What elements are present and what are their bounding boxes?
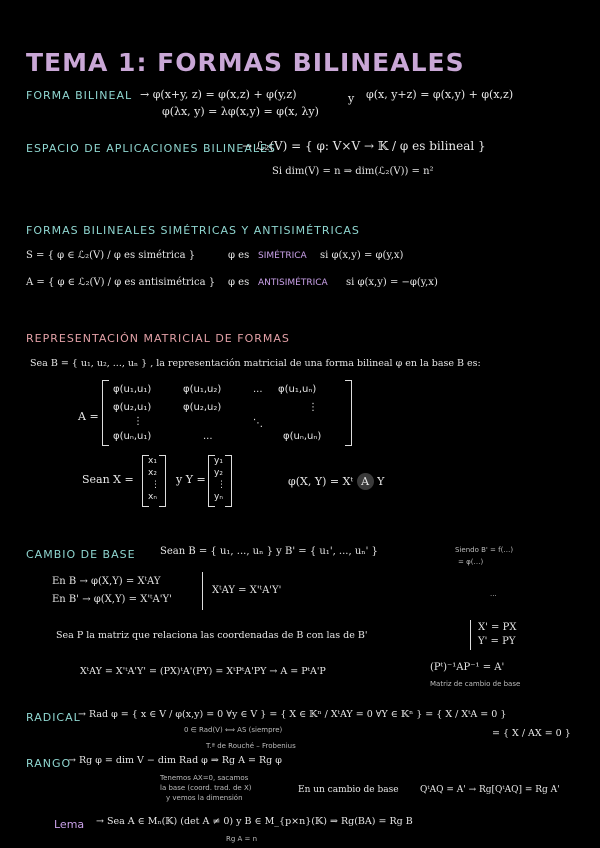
- matrix-cell: ⋮: [133, 416, 143, 427]
- vector-entry: ⋮: [151, 480, 160, 490]
- rank-note-3: y vemos la dimensión: [166, 794, 243, 802]
- radical-definition-2: = { X / AX = 0 }: [492, 728, 571, 739]
- matrix-cell: ...: [253, 384, 263, 395]
- vector-entry: x₂: [148, 468, 157, 478]
- bilinear-and: y: [348, 92, 355, 105]
- matrix-cell: φ(u₂,u₁): [113, 402, 152, 413]
- relation-PX: X' = PX: [478, 622, 517, 633]
- antisymmetric-word: ANTISIMÉTRICA: [258, 278, 328, 288]
- section-heading-representacion: REPRESENTACIÓN MATRICIAL DE FORMAS: [26, 332, 290, 345]
- side-note-3: ...: [490, 590, 497, 598]
- matrix-cell: ...: [203, 431, 213, 442]
- symmetric-set-def: S = { φ ∈ ℒ₂(V) / φ es simétrica }: [26, 250, 196, 261]
- matrix-cell: φ(uₙ,uₙ): [283, 431, 322, 442]
- vector-entry: ⋮: [217, 480, 226, 490]
- relation-PY: Y' = PY: [478, 636, 516, 647]
- symmetric-es: φ es: [228, 250, 250, 261]
- section-heading-simetricas: FORMAS BILINEALES SIMÉTRICAS Y ANTISIMÉTRICAS: [26, 224, 360, 237]
- form-in-B-prime: En B' → φ(X,Y) = X'ᵗA'Y': [52, 594, 172, 605]
- rank-definition: → Rg φ = dim V − dim Rad φ ⇒ Rg A = Rg φ: [68, 755, 282, 766]
- sea-P-statement: Sea P la matriz que relaciona las coordenadas de B con las de B': [56, 630, 368, 641]
- form-in-B: En B → φ(X,Y) = XᵗAY: [52, 576, 161, 587]
- section-heading-radical: RADICAL: [26, 711, 81, 724]
- bilinear-space-eq: → ℒ₂(V) = { φ: V×V → 𝕂 / φ es bilineal }: [242, 139, 486, 153]
- section-heading-espacio: ESPACIO DE APLICACIONES BILINEALES: [26, 142, 276, 155]
- antisymmetric-es: φ es: [228, 277, 250, 288]
- rank-note-2: la base (coord. trad. de X): [160, 784, 252, 792]
- matrix-cell: φ(uₙ,u₁): [113, 431, 152, 442]
- section-heading-rango: RANGO: [26, 757, 72, 770]
- matrix-form-lhs: φ(X, Y) = Xᵗ: [288, 475, 354, 488]
- section-heading-cambio-base: CAMBIO DE BASE: [26, 548, 136, 561]
- vector-Y: [208, 455, 232, 507]
- matrix-cell: ⋱: [253, 418, 263, 429]
- change-chain: XᵗAY = X'ᵗA'Y' = (PX)ᵗA'(PY) = XᵗPᵗA'PY → A = PᵗA'P: [80, 666, 326, 677]
- bilinear-eq-1: → φ(x+y, z) = φ(x,z) + φ(y,z): [140, 88, 297, 101]
- lema-statement: → Sea A ∈ Mₙ(𝕂) (det A ≠ 0) y B ∈ M_{p×n}(𝕂) ⇒ Rg(BA) = Rg B: [96, 816, 413, 827]
- matrix-A: [102, 380, 352, 446]
- side-note-2: = φ(…): [458, 558, 484, 566]
- page-title: TEMA 1: FORMAS BILINEALES: [26, 48, 465, 77]
- rank-invariance: QᵗAQ = A' → Rg[QᵗAQ] = Rg A': [420, 785, 560, 795]
- matrix-cell: ⋮: [308, 402, 318, 413]
- matrix-form-equation: [288, 473, 384, 490]
- matrix-form-A: A: [357, 473, 374, 490]
- antisymmetric-set-def: A = { φ ∈ ℒ₂(V) / φ es antisimétrica }: [26, 277, 216, 288]
- change-matrix-note: Matriz de cambio de base: [430, 680, 521, 688]
- matrix-cell: φ(u₁,u₁): [113, 384, 152, 395]
- change-result: (Pᵗ)⁻¹AP⁻¹ = A': [430, 662, 505, 673]
- rouche-note: T.ª de Rouché – Frobenius: [206, 742, 296, 750]
- vector-entry: yₙ: [214, 492, 223, 502]
- radical-note: 0 ∈ Rad(V) ⟺ AS (siempre): [184, 726, 283, 734]
- vector-entry: x₁: [148, 456, 157, 466]
- equal-forms: XᵗAY = X'ᵗA'Y': [212, 585, 282, 596]
- section-heading-forma-bilineal: FORMA BILINEAL: [26, 89, 133, 102]
- matrix-cell: φ(u₁,uₙ): [278, 384, 317, 395]
- lema-label: Lema: [54, 818, 85, 831]
- rank-note-1: Tenemos AX=0, sacamos: [160, 774, 249, 782]
- lema-note: Rg A = n: [226, 835, 258, 843]
- vector-entry: xₙ: [148, 492, 157, 502]
- vector-entry: y₂: [214, 468, 223, 478]
- bilinear-eq-3: φ(x, y+z) = φ(x,y) + φ(x,z): [366, 88, 514, 101]
- matrix-cell: φ(u₂,u₂): [183, 402, 222, 413]
- sean-x-label: Sean X =: [82, 473, 134, 486]
- dimension-eq: Si dim(V) = n ⇒ dim(ℒ₂(V)) = n²: [272, 166, 434, 177]
- brace-left: [470, 620, 471, 650]
- brace-right: [202, 572, 203, 610]
- matrix-cell: φ(u₁,u₂): [183, 384, 222, 395]
- vector-entry: y₁: [214, 456, 223, 466]
- vector-X: [142, 455, 166, 507]
- change-of-basis-label: En un cambio de base: [298, 785, 399, 795]
- bases-definition: Sean B = { u₁, ..., uₙ } y B' = { u₁', ..., uₙ' }: [160, 546, 378, 557]
- antisymmetric-condition: si φ(x,y) = −φ(y,x): [346, 277, 438, 288]
- y-label: y Y =: [176, 473, 206, 486]
- symmetric-word: SIMÉTRICA: [258, 251, 307, 261]
- matrix-form-Y: Y: [377, 475, 385, 488]
- radical-definition: → Rad φ = { x ∈ V / φ(x,y) = 0 ∀y ∈ V } = { X ∈ 𝕂ⁿ / XᵗAY = 0 ∀Y ∈ 𝕂ⁿ } = { X / XᵗA = 0 }: [78, 709, 507, 720]
- side-note-1: Siendo B' = f(…): [455, 546, 514, 554]
- matrix-A-label: A =: [78, 410, 99, 423]
- bilinear-eq-2: φ(λx, y) = λφ(x,y) = φ(x, λy): [162, 105, 319, 118]
- representation-intro: Sea B = { u₁, u₂, ..., uₙ } , la representación matricial de una forma bilineal φ en la base B es:: [30, 358, 481, 369]
- symmetric-condition: si φ(x,y) = φ(y,x): [320, 250, 404, 261]
